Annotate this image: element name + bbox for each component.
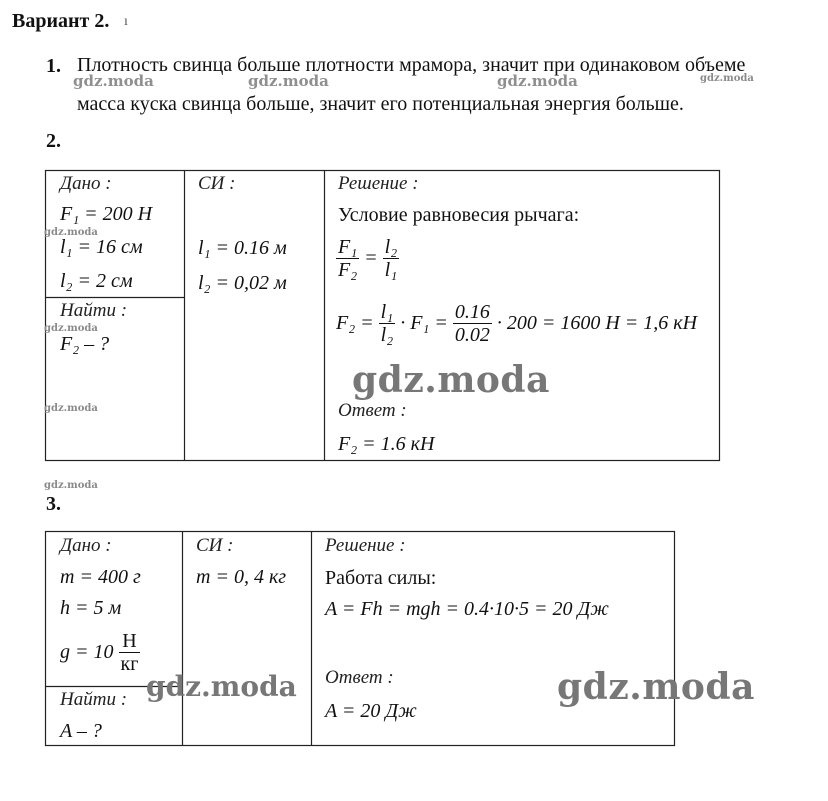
fraction-numerator: F₁	[338, 236, 358, 258]
fraction-denominator: l₂	[380, 324, 394, 346]
watermark: gdz.moda	[248, 72, 329, 90]
task-2-solution-label: Решение :	[338, 173, 419, 194]
task-1-line-2: масса куска свинца больше, значит его потенциальная энергия больше.	[77, 93, 684, 115]
eq-2-mid: · F₁ =	[400, 312, 448, 334]
task-2-given-3: l₂ = 2 см	[60, 270, 133, 292]
task-2-si-1: l₁ = 0.16 м	[198, 237, 287, 259]
task-3-answer-label: Ответ :	[325, 667, 394, 688]
task-2-find-label: Найти :	[60, 300, 128, 321]
task-3-given-1: m = 400 г	[60, 566, 141, 588]
task-2-given-1: F₁ = 200 Н	[60, 203, 153, 225]
task-1-number: 1.	[46, 55, 61, 77]
task-3-given-label: Дано :	[60, 535, 112, 556]
task-2-si-2: l₂ = 0,02 м	[198, 272, 287, 294]
fraction-denominator: кг	[120, 653, 139, 675]
task-3-solution-text: Работа силы:	[325, 567, 437, 589]
fraction-denominator: F₂	[338, 259, 358, 281]
watermark: gdz.moda	[44, 403, 98, 414]
watermark-large: gdz.moda	[352, 359, 550, 401]
watermark-large: gdz.moda	[557, 666, 755, 708]
g-value: g = 10	[60, 641, 114, 663]
task-2-solution-text: Условие равновесия рычага:	[338, 204, 580, 226]
fraction-l1-l2	[379, 301, 396, 346]
task-3-find: A – ?	[60, 720, 102, 742]
watermark: gdz.moda	[44, 323, 98, 334]
task-3-number: 3.	[46, 493, 61, 515]
task-3-find-label: Найти :	[60, 689, 128, 710]
task-2-answer: F₂ = 1.6 кН	[338, 433, 435, 455]
task-2-equation-2	[336, 301, 697, 346]
task-3-answer: A = 20 Дж	[325, 700, 417, 722]
fraction-numerator: Н	[119, 630, 141, 653]
task-2-equation-1: $\frac{\text{F₁}}{\text{F₂}}$ = $\frac{\text{l₂}}{\text{l₁}}$	[338, 236, 398, 281]
fraction-denominator: l₁	[384, 259, 398, 281]
fraction-f1-f2	[336, 236, 359, 281]
task-2-given-2: l₁ = 16 см	[60, 236, 143, 258]
watermark: gdz.moda	[73, 72, 154, 90]
task-3-given-2: h = 5 м	[60, 597, 122, 619]
fraction-l2-l1	[383, 236, 400, 281]
fraction-unit-n-kg	[119, 630, 141, 675]
watermark-large: gdz.moda	[146, 670, 297, 703]
fraction-numeric	[453, 301, 492, 346]
watermark: gdz.moda	[44, 227, 98, 238]
task-2-find: F₂ – ?	[60, 333, 110, 355]
task-1-line-1: Плотность свинца больше плотности мрамора, значит при одинаковом объеме	[77, 54, 746, 76]
task-2-answer-label: Ответ :	[338, 400, 407, 421]
task-3-given-g	[60, 630, 140, 675]
eq-2-result: · 200 = 1600 Н = 1,6 кН	[496, 312, 698, 334]
task-3-si-1: m = 0, 4 кг	[196, 566, 287, 588]
task-3-si-label: СИ :	[196, 535, 234, 556]
fraction-numerator: l₁	[380, 301, 394, 323]
page-title: Вариант 2.	[12, 10, 110, 32]
fraction-numerator: 0.16	[454, 301, 490, 323]
task-3-solution-label: Решение :	[325, 535, 406, 556]
title-mark: ı	[124, 14, 128, 29]
task-2-given-label: Дано :	[60, 173, 112, 194]
watermark: gdz.moda	[497, 72, 578, 90]
eq-2-lhs: F₂ =	[336, 312, 374, 334]
fraction-denominator: 0.02	[454, 324, 490, 346]
fraction-numerator: l₂	[384, 236, 398, 258]
task-3-formula: A = Fh = mgh = 0.4·10·5 = 20 Дж	[325, 598, 609, 620]
watermark: gdz.moda	[44, 480, 98, 491]
task-2-number: 2.	[46, 130, 61, 152]
task-2-si-label: СИ :	[198, 173, 236, 194]
watermark: gdz.moda	[700, 73, 754, 84]
